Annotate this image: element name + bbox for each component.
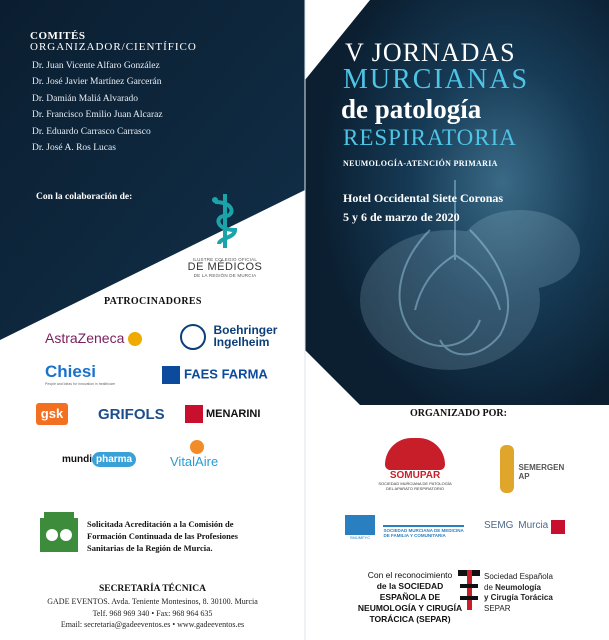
committee-member: Dr. Damián Maliá Alvarado [32,93,139,104]
house-icon [345,515,375,535]
collaboration-label: Con la colaboración de: [36,192,133,202]
gsk-logo: gsk [36,403,68,425]
chiesi-logo: Chiesi People and ideas for innovation in healthcare [45,362,116,386]
event-title-line3: de patología [341,94,482,124]
menarini-symbol-icon [185,405,203,423]
committee-member: Dr. Juan Vicente Alfaro González [32,61,160,71]
committee-member: Dr. José Javier Martínez Garcerán [32,77,162,88]
colegio-small-text: ILUSTRE COLEGIO OFICIAL [192,257,258,262]
colegio-region-text: DE LA REGIÓN DE MURCIA [193,273,257,278]
event-title-line4: RESPIRATORIA [343,125,517,150]
grifols-logo: GRIFOLS [98,406,165,423]
astrazeneca-symbol-icon [128,332,142,346]
murcia-flag-icon [551,520,565,534]
lungs-icon [385,438,445,470]
astrazeneca-logo: AstraZeneca [45,330,142,346]
event-venue: Hotel Occidental Siete Coronas [343,191,504,205]
semergen-symbol-icon [500,445,514,493]
separ-recognition-text: Con el reconocimiento de la SOCIEDAD ESPAÑOLA DE NEUMOLOGÍA Y CIRUGÍA TORÁCICA (SEPAR) [357,570,463,624]
committee-members [32,58,163,156]
mundipharma-logo: mundi pharma [62,452,136,467]
accreditation-text: Solicitada Acreditación a la Comisión de Formación Continuada de las Profesiones Sanitarias de la Región de Murcia. [87,519,238,553]
faes-symbol-icon [162,366,180,384]
vitalaire-symbol-icon [190,440,204,454]
sponsors-title: PATROCINADORES [104,296,202,307]
secretaria-details: GADE EVENTOS. Avda. Teniente Montesinos, 8. 30100. Murcia Telf. 968 969 340 • Fax: 968 964 635 Email: secretaria@gadeeventos.es • www.gadeeventos.es [47,597,258,629]
somupar-logo: SOMUPAR SOCIEDAD MURCIANA DE PATOLOGÍA DEL APARATO RESPIRATORIO [360,438,470,491]
menarini-logo: MENARINI [185,405,260,423]
boehringer-logo: Boehringer Ingelheim [180,324,277,351]
semergen-logo: SEMERGEN AP [500,445,564,493]
colegio-medicos-logo [185,190,265,278]
vitalaire-logo: VitalAire [170,440,218,469]
semg-murcia-logo: SEMG Murcia [484,520,565,534]
boehringer-symbol-icon [180,324,206,350]
accreditation-logo-icon [38,510,80,554]
faes-farma-logo: FAES FARMA [162,366,268,384]
colegio-big-text: DE MÉDICOS [187,261,263,273]
committee-member: Dr. José A. Ros Lucas [32,143,116,154]
organizers-title: ORGANIZADO POR: [410,408,507,419]
event-date: 5 y 6 de marzo de 2020 [343,210,460,224]
committee-subtitle: ORGANIZADOR/CIENTÍFICO [30,41,197,53]
smumfyc-logo: SMUMFYC SOCIEDAD MURCIANA DE MEDICINA DE FAMILIA Y COMUNITARIA [345,515,464,540]
committee-title: COMITÉS [30,30,86,42]
event-subtitle: NEUMOLOGÍA-ATENCIÓN PRIMARIA [343,159,498,168]
separ-symbol-icon [458,570,480,610]
caduceus-icon [205,190,245,252]
committee-member: Dr. Francisco Emilio Juan Alcaraz [32,110,163,121]
separ-name: Sociedad Española de Neumología y Cirugía Torácica SEPAR [484,572,553,613]
event-title-line1: V JORNADAS [345,38,516,67]
secretaria-title: SECRETARÍA TÉCNICA [98,584,207,594]
committee-member: Dr. Eduardo Carrasco Carrasco [32,126,151,137]
event-title-line2: MURCIANAS [343,64,530,95]
